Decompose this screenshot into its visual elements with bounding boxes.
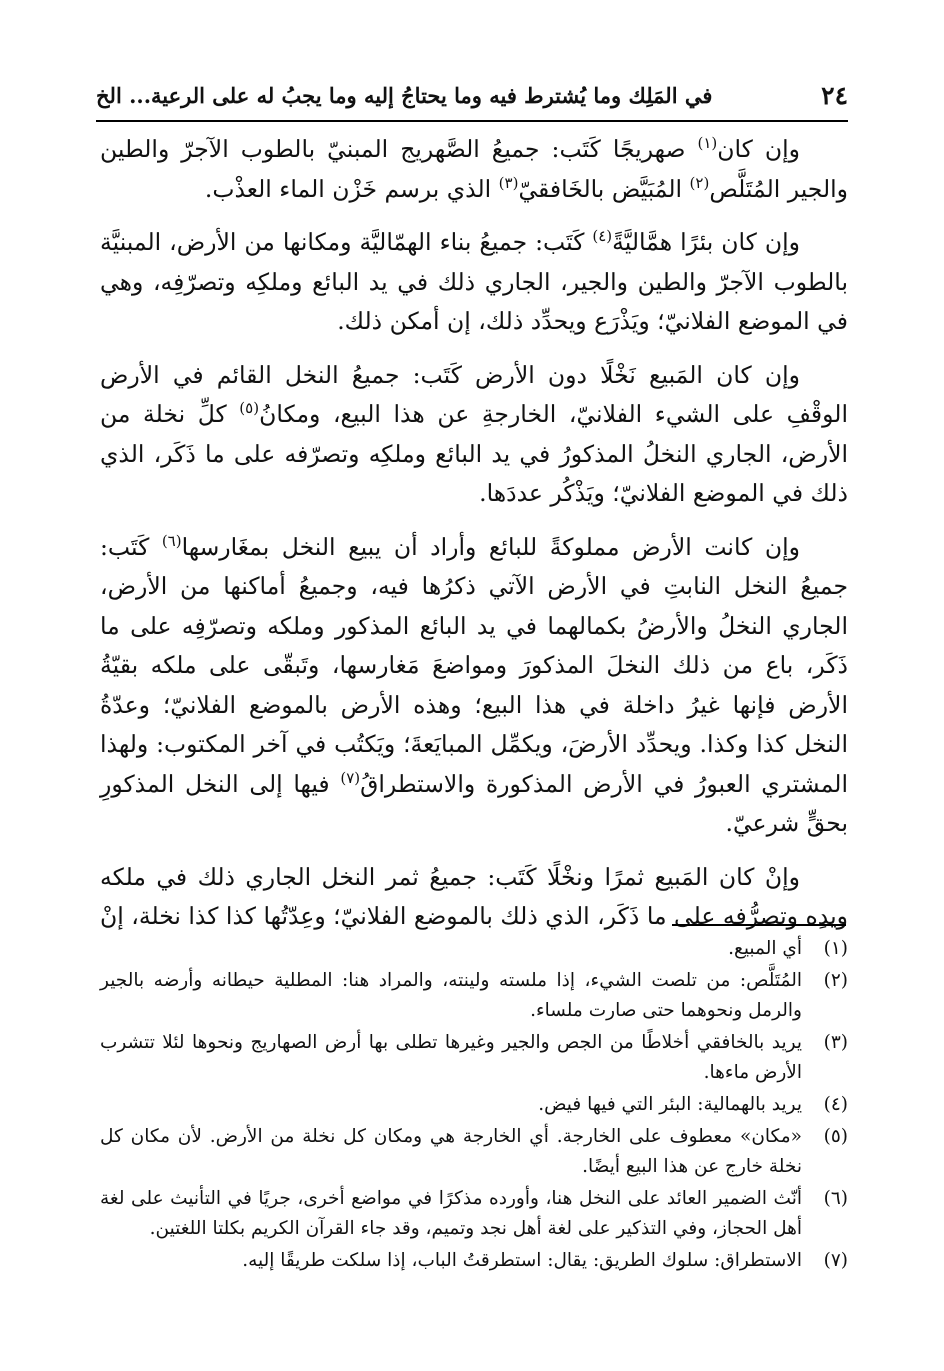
paragraph-text: كلِّ نخلة من الأرض، الجاري النخلُ المذكورُ في يد البائع وملكِه وتصرّفه على ما ذَكَر، الذي ذلك في الموضع الفلانيّ؛ ويَذْكُر عددَها.: [100, 400, 848, 507]
footnote-reference: (٢): [689, 173, 710, 192]
running-head: في المَلِك وما يُشترط فيه وما يحتاجُ إليه وما يجبُ له على الرعية... الخ: [96, 83, 713, 108]
footnote: [100, 1184, 848, 1244]
footnote-text: «مكان» معطوف على الخارجة. أي الخارجة هي ومكان كل نخلة من الأرض. لأن مكان كل نخلة خارج عن هذا البيع أيضًا.: [100, 1126, 802, 1177]
footnote-number: (٥): [823, 1126, 848, 1147]
paragraph: [100, 356, 848, 514]
footnote: [100, 1090, 848, 1120]
footnote-reference: (٧): [340, 768, 361, 787]
footnote: [100, 934, 848, 964]
footnote-number: (١): [823, 938, 848, 959]
footnote-reference: (٣): [498, 173, 519, 192]
paragraph-text: فيها إلى النخل المذكورِ بحقٍّ شرعيّ.: [100, 769, 848, 837]
footnote-number: (٣): [823, 1032, 848, 1053]
paragraph: [100, 223, 848, 342]
footnote: [100, 1028, 848, 1088]
paragraph-text: وإن كان: [717, 135, 801, 163]
footnote: [100, 966, 848, 1026]
footnote-reference: (٦): [161, 531, 182, 550]
footnote-number: (٧): [823, 1250, 848, 1271]
footnote-text: أي المبيع.: [728, 938, 802, 959]
footnote: [100, 1246, 848, 1276]
main-text: [100, 130, 848, 951]
paragraph-text: وإن كان بئرًا همَّاليَّةً: [612, 228, 800, 256]
footnotes: [100, 934, 848, 1278]
footnote-reference: (٥): [239, 399, 260, 418]
footnote-number: (٢): [823, 970, 848, 991]
paragraph-text: وإن كان المَبيع نَخْلًا دون الأرض كَتَب: جميعُ النخل القائم في الأرض الوقْفِ على الشيء الفلانيّ، الخارجةِ عن هذا البيع، ومكانُ: [100, 360, 848, 428]
footnote-separator: [672, 924, 846, 926]
footnote-number: (٦): [823, 1188, 848, 1209]
footnote-text: المُتَلَّص: من تلصت الشيء، إذا ملسته ولينته، والمراد هنا: المطلية حيطانه وأرضه بالجير والرمل ونحوهما حتى صارت ملساء.: [100, 970, 802, 1021]
paragraph-text: الذي برسم خَزْن الماء العذْب.: [204, 174, 499, 203]
footnote-reference: (١): [697, 134, 718, 153]
footnote: [100, 1122, 848, 1182]
footnote-text: يريد بالهمالية: البئر التي فيها فيض.: [538, 1094, 802, 1115]
footnote-text: الاستطراق: سلوك الطريق: يقال: استطرقتُ الباب، إذا سلكت طريقًا إليه.: [242, 1250, 802, 1271]
page-number: ٢٤: [821, 81, 848, 110]
paragraph-text: كَتَب: جميعُ النخل النابتِ في الأرض الآتي ذكرُها فيه، وجميعُ أماكنها من الأرض، الجاري النخلُ والأرضُ بكمالهما في يد البائع المذكور وملكه وتصرّفِه على ما ذَكَر، باع من ذلك النخلَ المذكورَ ومواضعَ مَغارسها، وتَبقّى على ملكه بقيّةُ الأرض فإنها غيرُ داخلة في هذا البيع؛ وهذه الأرض بالموضع الفلانيّ؛ وعدّةُ النخل كذا وكذا. ويحدِّد الأرضَ، ويكمِّل المبايَعةَ؛ ويَكتُب في آخر المكتوب: ولهذا المشتري العبورُ في الأرض المذكورة والاستطراقُ: [100, 532, 848, 798]
paragraph-text: وإنْ كان المَبيع ثمرًا ونخْلًا كَتَب: جميعُ ثمر النخل الجاري ذلك في ملكه ويدِه وتصرُّفه على ما ذَكَر، الذي ذلك بالموضع الفلانيّ؛ وعِدّتُها كذا كذا نخلة، إنْ: [100, 862, 848, 930]
footnote-number: (٤): [823, 1094, 848, 1115]
footnote-reference: (٤): [592, 227, 613, 246]
paragraph-text: وإن كانت الأرض مملوكةً للبائع وأراد أن يبيع النخل بمغَارسها: [181, 532, 800, 561]
paragraph-text: صهريجًا كَتَب: جميعُ الصَّهريج المبنيّ بالطوب الآجرّ والطين والجير المُتَلَّص: [100, 135, 848, 203]
paragraph-text: المُبَيَّض بالخَافقيّ: [518, 174, 690, 203]
footnote-text: أنّث الضمير العائد على النخل هنا، وأورده مذكرًا في مواضع أخرى، جريًا في التأنيث على لغة أهل الحجاز، وفي التذكير على لغة أهل نجد وتميم، وقد جاء القرآن الكريم بكلتا اللغتين.: [100, 1188, 802, 1239]
footnote-text: يريد بالخافقي أخلاطًا من الجص والجير وغيرها تطلى بها أرض الصهاريج ونحوها لئلا تتشرب الأرض ماءها.: [100, 1032, 802, 1083]
paragraph: [100, 130, 848, 209]
paragraph: [100, 528, 848, 844]
page-header: [96, 76, 848, 122]
paragraph-text: كَتَب: جميعُ بناء الهمّاليَّة ومكانها من الأرض، المبنيَّة بالطوب الآجرّ والطين والجير، الجاري ذلك في يد البائع وملكِه وتصرّفِه، وهي في الموضع الفلانيّ؛ ويَذْرَع ويحدِّد ذلك، إن أمكن ذلك.: [100, 228, 848, 335]
